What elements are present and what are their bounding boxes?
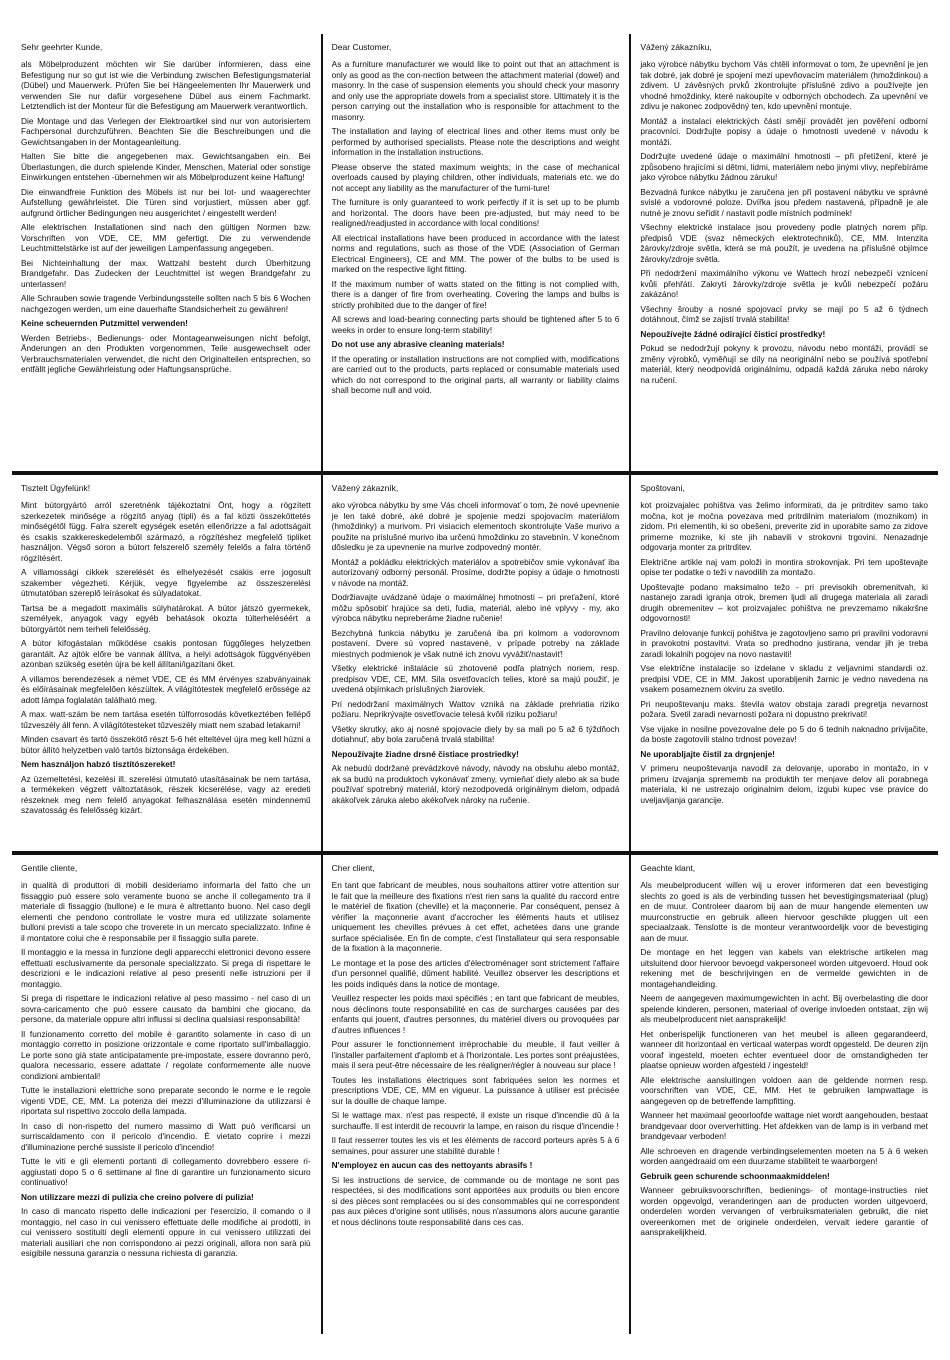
greeting: Vážený zákazníku, [640,42,712,52]
greeting: Cher client, [331,863,375,873]
cleaning-warning: Nepoužívejte žádné odírající čisticí prostředky! [640,328,826,339]
cleaning-warning: Non utilizzare mezzi di pulizia che creino polvere di pulizia! [21,1191,254,1202]
paragraph: Il montaggio e la messa in funzione degli apparecchi elettronici devono essere effettuati esclusivamente da personale specializzato. Si prega di rispettare le descrizioni e le indicazioni relative al peso presenti nelle istruzioni per il montaggio. [21,947,311,989]
language-grid [12,34,938,1334]
paragraph: Le montage et la pose des articles d'électroménager sont strictement l'affaire d'un personnel qualifié, dûment habilité. Veuillez observer les descriptions et les poids indiqués dans la notice de montage. [331,957,620,989]
paragraph: Montáž a pokládku elektrických materiálov a spotrebičov smie vykonávať iba autorizovaný odborný personál. Prosíme, dodržte popisy a údaje o hmotnosti v návode na montáž. [331,556,620,588]
paragraph: Mint bútorgyártó arról szeretnénk tájékoztatni Önt, hogy a rögzített szerkezetek minősége a rögzítő anyag (tipli) és a fal közti összeköttetés minőségétől függ. Falra szerelt egységek esetén ellenőrizze a fal adottságait és csakis szakkereskedelemből származó, a rögzítéshez megfelelő tipliket használjon. Végső soron a bútort felszerelő személy felelős a falra történő rögzítésért. [21,500,311,563]
paragraph: Veuillez respecter les poids maxi spécifiés ; en tant que fabricant de meubles, nous déclinons toute responsabilité en cas de surcharges causées par des enfants qui jouent, d'autres personnes, du matériel divers ou provoquées par d'autres influences ! [331,993,620,1035]
paragraph: Het onberispelijk functioneren van het meubel is alleen gegarandeerd, wanneer dit horizontaal en verticaal waterpas wordt opgesteld. De deuren zijn vooraf ingesteld, moeten echter eventueel door de omstandigheden ter plaatse opnieuw worden afgesteld / ingesteld! [640,1028,928,1070]
paragraph: Vse električne instalacije so izdelane v skladu z veljavnimi standardi oz. predpisi VDE, CE in MM. Jakost uporabljenih žarnic je vedno navedena na vsakem posameznem okviru za svetilo. [640,663,928,694]
paragraph: Pour assurer le fonctionnement irréprochable du meuble, il faut veiller à l'installer parfaitement d'aplomb et à l'horizontale. Les portes sont préajustées, mais il sera peut-être nécessaire de les réaligner/régler à nouveau sur place ! [331,1039,620,1070]
paragraph: Bezchybná funkcia nábytku je zaručená iba pri kolmom a vodorovnom postavení. Dvere sú vopred nastavené, v prípade potreby na základe miestnych podmienok je však nutné ich znovu vyvážiť/nastaviť! [331,627,620,659]
paragraph: Električne artikle naj vam položi in montira strokovnjak. Pri tem upoštevajte opise ter podatke o teži v navodilih za montažo. [640,556,928,577]
paragraph: V primeru neupoštevanja navodil za delovanje, uporabo in montažo, in v primeru izvajanja sprememb na produktih ter menjave delov ali porabnega materiala, ki ne ustrezajo originalnim delom, izgubi kupec vse pravice do uveljavljanja garancije. [640,763,928,805]
paragraph: The furniture is only guaranteed to work perfectly if it is set up to be plumb and horizontal. The doors have been pre-adjusted, but may need to be realigned/readjusted in accordance with local conditions! [331,197,620,228]
paragraph: Pokud se nedodržují pokyny k provozu, návodu nebo montáži, provádí se změny výrobků, vyměňují se díly na neoriginální nebo se používá spotřební materiál, který neodpovídá originálnímu, odpadá každá záruka nebo nároky na ručení. [640,343,928,385]
paragraph: Při nedodržení maximálního výkonu ve Wattech hrozí nebezpečí vznícení kvůli přehřátí. Zakrytí žárovky/zdroje světla je kvůli nebezpečí požáru zakázáno! [640,268,928,299]
paragraph: The installation and laying of electrical lines and other items must only be performed by authorised specialists. Please note the descriptions and weight information in the installation instructions. [331,126,620,157]
paragraph: jako výrobce nábytku bychom Vás chtěli informovat o tom, že upevnění je jen tak dobré, jak dobré je spojení mezi upevňovacím materiálem (hmoždinkou) a zdivem. U závěsných prvků zkontrolujte příslušné zdivo a používejte jen vhodné hmoždinky, které nakoupíte v odborných obchodech. Za upevnění ve zdivu je nakonec zodpovědný ten, kdo upevnění montuje. [640,59,928,111]
text-block-en [321,34,630,471]
paragraph: Als meubelproducent willen wij u erover informeren dat een bevestiging slechts zo goed is als de verbinding tussen het bevestigingsmateriaal (plug) en de muur. Controleer daarom bij aan de muur hangende elementen uw muurconstructie en gebruik alleen hiervoor geschikte pluggen uit een speciaalzaak. Tenslotte is de monteur verantwoordelijk voor de bevestiging aan de muur. [640,880,928,943]
paragraph: If the maximum number of watts stated on the fitting is not complied with, there is a danger of fire from overheating. Covering the lamps and bulbs is strictly prohibited due to the danger of fire! [331,278,620,310]
paragraph: als Möbelproduzent möchten wir Sie darüber informieren, dass eine Befestigung nur so gut ist wie die Verbindung zwischen Befestigungsmaterial (Dübel) und Mauerwerk. Prüfen Sie bei Hängeelementen Ihr Mauerwerk und verwenden Sie nur dafür vorgesehene Dübel aus einem Fachmarkt. Letztendlich ist der Monteur für die Befestigung am Mauerwerk verantwortlich. [21,59,311,111]
paragraph: Si le wattage max. n'est pas respecté, il existe un risque d'incendie dû à la surchauffe. Il est interdit de recouvrir la lampe, en raison du risque d'incendie ! [331,1110,620,1131]
paragraph: Bei Nichteinhaltung der max. Wattzahl besteht durch Überhitzung Brandgefahr. Das Zudecken der Leuchtmittel ist wegen Brandgefahr zu unterlassen! [21,257,311,289]
paragraph: Tutte le viti e gli elementi portanti di collegamento dovrebbero essere ri-aggiustati dopo 5 o 6 settimane al fine di garantire un funzionamento sicuro continuativo! [21,1156,311,1187]
paragraph: Minden csavart és tartó összekötő részt 5-6 hét elteltével újra meg kell húzni a bútor állító helyzetben való tartós biztonsága érdekében. [21,734,311,755]
paragraph: Pri nedodržaní maximálnych Wattov vzniká na základe prehriatia riziko požiaru. Neprikrývajte osvetľovacie telesá kvôli riziku požiaru! [331,698,620,719]
paragraph: Werden Betriebs-, Bedienungs- oder Montageanweisungen nicht befolgt, Änderungen an den Produkten vorgenommen, Teile ausgewechselt oder Verbrauchsmaterialen verwendet, die nicht den Originalteilen entsprechen, so entfällt jegliche Gewährleistung oder Haftungsansprüche. [21,332,311,374]
paragraph: Il faut resserrer toutes les vis et les éléments de raccord porteurs après 5 à 6 semaines, pour assurer une stabilité durable ! [331,1135,620,1156]
paragraph: A bútor kifogástalan működése csakis pontosan függőleges helyzetben garantált. Az ajtók előre be vannak állítva, a helyi adottságok függvényében azonban szükség esetén újra be kell állítani/igazítani őket. [21,638,311,669]
text-block-hu [12,471,321,851]
paragraph: Dodržiavajte uvádzané údaje o maximálnej hmotnosti – pri preťažení, ktoré môžu spôsobiť hrajúce sa deti, ľudia, materiál, alebo iné vplyvy - my, ako výrobca nábytku nepreberáme žiadne ručenie! [331,592,620,623]
paragraph: Všechny elektrické instalace jsou provedeny podle platných norem příp. předpisů VDE (svaz německých elektrotechniků), CE, MM. Intenzita žárovky/zdroje světla, která se má použít, je uvedena na příslušné objímce žárovky/zdroje světla. [640,222,928,264]
paragraph: Tutte le installazioni elettriche sono preparate secondo le norme e le regole vigenti VDE, CE, MM. La potenza dei mezzi d'illuminazione da utilizzarsi è riportata sul rispettivo zoccolo della lampada. [21,1085,311,1116]
text-block-nl [629,851,938,1334]
cleaning-warning: Gebruik geen schurende schoonmaakmiddelen! [640,1170,830,1181]
paragraph: A max. watt-szám be nem tartása esetén túlforrosodás következtében fellépő tűzveszély áll fenn. A világítótesteket tűzveszély miatt nem szabad letakarni! [21,709,311,730]
greeting: Tisztelt Ügyfelünk! [21,483,91,493]
paragraph: Alle Schrauben sowie tragende Verbindungsstelle sollten nach 5 bis 6 Wochen nachgezogen werden, um eine dauerhafte Standsicherheit zu gewähren! [21,293,311,314]
paragraph: Dodržujte uvedené údaje o maximální hmotnosti – při přetížení, které je způsobeno hrajícími si dětmi, lidmi, materiálem nebo jinými vlivy, nepřebíráme jako výrobce nábytku žádnou záruku! [640,151,928,182]
paragraph: A villamos berendezések a német VDE, CE és MM érvényes szabványainak és előírásainak megfelelően készültek. A világítótestek megfelelő erőssége az adott lámpa foglalatán található meg. [21,673,311,705]
cleaning-warning: Ne uporabljajte čistil za drgnjenje! [640,748,775,759]
paragraph: If the operating or installation instructions are not complied with, modifications are carried out to the products, parts replaced or consumable materials used which do not correspond to the original parts, all warranty or liability claims shall become null and void. [331,353,620,395]
text-block-fr [321,851,630,1334]
greeting: Gentile cliente, [21,863,78,873]
paragraph: Die Montage und das Verlegen der Elektroartikel sind nur von autorisiertem Fachpersonal durchzuführen. Beachten Sie die Beschreibungen und die Gewichtsangaben in der Montageanleitung. [21,115,311,147]
paragraph: Všetky elektrické inštalácie sú zhotovené podľa platných noriem, resp. predpisov VDE, CE, MM. Sila osvetľovacích telies, ktoré sa majú použiť, je uvedená objímkach príslušných žiaroviek. [331,663,620,694]
text-block-sk [321,471,630,851]
paragraph: Všetky skrutky, ako aj nosné spojovacie diely by sa mali po 5 až 6 týždňoch dotiahnuť, aby bola zaručená trvalá stabilita! [331,723,620,744]
paragraph: Il funzionamento corretto del mobile è garantito solamente in caso di un montaggio corretto in posizione orizzontale e come riportato sull'imballaggio. Le porte sono già state anticipatamente pre-impostate, essere dovranno però, qualora necessario, essere adattate / regolate conformemente alle nuove condizioni ambientali! [21,1028,311,1081]
paragraph: Si les instructions de service, de commande ou de montage ne sont pas respectées, si des modifications sont apportées aux produits ou bien encore si des pièces sont remplacées ou si des consommables qui ne correspondent pas aux pièces d'origine sont utilisés, nous n'assumons alors aucune garantie et nous déclinons toute responsabilité dans ces cas. [331,1174,620,1227]
paragraph: Vse vijake in nosilne povezovalne dele po 5 do 6 tednih naknadno privijačite, da boste zagotovili stalno trdnost povezav! [640,723,928,744]
text-block-it [12,851,321,1334]
cleaning-warning: Nepoužívajte žiadne drsné čistiace prostriedky! [331,748,519,759]
paragraph: Alle elektrische aansluitingen voldoen aan de geldende normen resp. voorschriften van VDE, CE, MM. Het te gebruiken lampwattage is aangegeven op de betreffende lampfitting. [640,1074,928,1106]
paragraph: Please observe the stated maximum weights; in the case of mechanical overloads caused by playing children, other individuals, materials etc. we do not accept any liability as the manufacturer of the furni-ture! [331,161,620,193]
paragraph: In caso di non-rispetto del numero massimo di Watt può verificarsi un surriscaldamento con il pericolo d'incendio. È vietato coprire i mezzi d'illuminazione perché sussiste il pericolo d'incendio! [21,1120,311,1152]
paragraph: ako výrobca nábytku by sme Vás chceli informovať o tom, že nové upevnenie je len také dobré, aké dobré je spojenie medzi spojovacím materiálom (hmoždinky) a murivom. Pri visiacich elementoch skontrolujte Vaše murivo a použite na príslušné murivo iba určenú hmoždinku zo stavebnín. V konečnom dôsledku je za upevnenie na murive zodpovedný montér. [331,500,620,552]
paragraph: En tant que fabricant de meubles, nous souhaitons attirer votre attention sur le fait que la meilleure des fixations n'est rien sans la qualité du raccord entre le matériel de fixation (cheville) et la maçonnerie. Par conséquent, pensez à vérifier la maçonnerie avant d'accrocher les éléments hauts et utilisez uniquement les chevilles prévues à cet effet, achetées dans une grande surface spécialisée. En fin de compte, c'est l'installateur qui sera responsable de la fixation à la maçonnerie. [331,880,620,953]
paragraph: Alle schroeven en dragende verbindingselementen moeten na 5 à 6 weken worden aangedraaid om een duurzame stabiliteit te waarborgen! [640,1145,928,1166]
paragraph: Die einwandfreie Funktion des Möbels ist nur bei lot- und waagerechter Aufstellung gewährleistet. Die Türen sind vorjustiert, müssen aber ggf. aufgrund örtlicher Bedingungen neu ausgerichtet / eingestellt werden! [21,186,311,218]
greeting: Dear Customer, [331,42,392,52]
paragraph: All electrical installations have been produced in accordance with the latest norms and regulations, such as those of the VDE (Association of German Electrical Engineers), CE and MM. The power of the bulbs to be used is marked on the respective light fitting. [331,232,620,274]
paragraph: in qualità di produttori di mobili desideriamo informarla del fatto che un fissaggio può essere solo veramente buono se anche il collegamento tra il materiale di fissaggio (bullone) e le mura è altrettanto buono. Nel caso degli elementi che pendono controllate le vostre mura ed utilizzate solamente bulloni previsti a tale scopo che troverete in un mercato specializzato. Infine è il montatore colui che è responsabile per il fissaggio sulla parete. [21,880,311,943]
greeting: Sehr geehrter Kunde, [21,42,103,52]
paragraph: Bezvadná funkce nábytku je zaručena jen při postavení nábytku ve správné svislé a vodorovné poloze. Dvířka jsou předem nastavená, případně je ale nutné je znovu seřídit / nastavit podle místních podmínek! [640,186,928,218]
paragraph: Neem de aangegeven maximumgewichten in acht. Bij overbelasting die door spelende kinderen, personen, materiaal of overige invloeden ontstaat, zijn wij als meubelproducent niet aansprakelijk! [640,993,928,1024]
text-block-sl [629,471,938,851]
paragraph: As a furniture manufacturer we would like to point out that an attachment is only as good as the con-nection between the attachment material (dowel) and masonry. In the case of suspension elements you should check your masonry and only use the appropriate dowels from a specialist store. Ultimately it is the person carrying out the installation who is responsible for attachment to the masonry. [331,59,620,122]
paragraph: Ak nebudú dodržané prevádzkové návody, návody na obsluhu alebo montáž, ak sa budú na produktoch vykonávať zmeny, vymieňať diely alebo ak sa bude používať spotrebný materiál, ktorý nezodpovedá originálnym dielom, odpadá akákoľvek záruka alebo akékoľvek nároky na ručenie. [331,763,620,805]
paragraph: Tartsa be a megadott maximális súlyhatárokat. A bútor játszó gyermekek, személyek, anyagok vagy egyéb behatások okozta túlterheléséért a bútorgyártót nem terheli felelősség. [21,602,311,634]
paragraph: All screws and load-bearing connecting parts should be tightened after 5 to 6 weeks in order to ensure long-term stability! [331,314,620,335]
text-block-cs [629,34,938,471]
cleaning-warning: Keine scheuernden Putzmittel verwenden! [21,318,188,328]
greeting: Geachte klant, [640,863,696,873]
paragraph: Všechny šrouby a nosné spojovací prvky se mají po 5 až 6 týdnech dotáhnout, čímž se zajistí trvalá stabilita! [640,303,928,324]
paragraph: Wanneer gebruiksvoorschriften, bedienings- of montage-instructies niet worden opgevolgd, veranderingen aan de producten worden uitgevoerd, onderdelen worden vervangen of verbruiksmaterialen gebruikt, die niet overeenkomen met de originele onderdelen, vervalt iedere garantie of aansprakelijkheid. [640,1185,928,1237]
paragraph: kot proizvajalec pohištva vas želimo informirati, da je pritrditev samo tako močna, kot je močna povezava med pritrdilnim materialom (moznikom) in zidom. Pri elementih, ki so obešeni, preverite zid in uporabite samo za zidove primerne moznike, ki ste jih nabavili v strokovni trgovini. Nenazadnje odgovarja monter za pritrditev. [640,500,928,552]
paragraph: Alle elektrischen Installationen sind nach den gültigen Normen bzw. Vorschriften von VDE, CE, MM gefertigt. Die zu verwendende Leuchtmittelstärke ist auf der jeweiligen Lampenfassung angegeben. [21,222,311,253]
paragraph: Montáž a instalaci elektrických částí smějí provádět jen pověření odborní pracovníci. Dodržujte popisy a údaje o hmotnosti uvedené v návodu k montáži. [640,115,928,147]
paragraph: De montage en het leggen van kabels van elektrische artikelen mag uitsluitend door hiervoor bevoegd vakpersoneel worden uitgevoerd. Houd ook rekening met de beschrijvingen en de vermelde gewichten in de montagehandleiding. [640,947,928,989]
cleaning-warning: N'employez en aucun cas des nettoyants abrasifs ! [331,1160,533,1170]
paragraph: Pri neupoštevanju maks. števila watov obstaja zaradi pregretja nevarnost požara. Svetil zaradi nevarnosti požara ni dopustno prekrivati! [640,698,928,719]
paragraph: Pravilno delovanje funkcij pohištva je zagotovljeno samo pri pravilni vodoravni in pravokotni postavitvi. Vrata so predhodno justirana, vendar jih je treba zaradi lokalnih pogojev na novo nastaviti! [640,627,928,659]
paragraph: Si prega di rispettare le indicazioni relative al peso massimo - nel caso di un sovra-caricamento che può essere causato da bambini che giocano, da persone, da materiale oppure altri influssi si declina qualsiasi responsabilità! [21,993,311,1024]
cleaning-warning: Do not use any abrasive cleaning materials! [331,339,505,349]
paragraph: Toutes les installations électriques sont fabriquées selon les normes et prescriptions VDE, CE, MM en vigueur. La puissance à utiliser est précisée sur la douille de chaque lampe. [331,1074,620,1106]
cleaning-warning: Nem használjon habzó tisztítószereket! [21,759,176,769]
paragraph: Az üzemeltetési, kezelési ill. szerelési útmutató utasításainak be nem tartása, a termékeken végzett változtatások, részek kicserélése, vagy az eredeti részeknek meg nem felelő anyagokat felhasználása esetén mindennemű szavatosság és felelősség kizárt. [21,773,311,815]
greeting: Spoštovani, [640,483,685,493]
paragraph: Upoštevajte podano maksimalno težo - pri previsokih obremenitvah, ki nastanejo zaradi igranja otrok, bremen ljudi ali drugega materiala ali zaradi drugih obremenitev – kot proizvajalec pohištva ne prevzemamo nikakršne odgovornosti! [640,581,928,623]
paragraph: A villamossági cikkek szerelését és elhelyezését csakis erre jogosult szakember végezheti. Kérjük, vegye figyelembe az összeszerelési útmutatóban szereplő leírásokat és súlyadatokat. [21,567,311,598]
greeting: Vážený zákazník, [331,483,399,493]
text-block-de [12,34,321,471]
paragraph: In caso di mancato rispetto delle indicazioni per l'esercizio, il comando o il montaggio, nel caso in cui venissero effettuate delle modifiche ai prodotti, in cui venissero sostituiti degli elementi oppure in cui venissero utilizzati dei materiali ausiliari che non corrispondono ai pezzi originali, allora non sarà più esigibile nessuna garanzia o nessuna richiesta di garanzia. [21,1206,311,1258]
paragraph: Halten Sie bitte die angegebenen max. Gewichtsangaben ein. Bei Überlastungen, die durch spielende Kinder, Menschen, Material oder sonstige Einwirkungen entstehen -übernehmen wir als Möbelproduzent keine Haftung! [21,151,311,182]
paragraph: Wanneer het maximaal geoorloofde wattage niet wordt aangehouden, bestaat brandgevaar door oververhitting. Het afdekken van de lamp is in verband met brandgevaar verboden! [640,1110,928,1141]
